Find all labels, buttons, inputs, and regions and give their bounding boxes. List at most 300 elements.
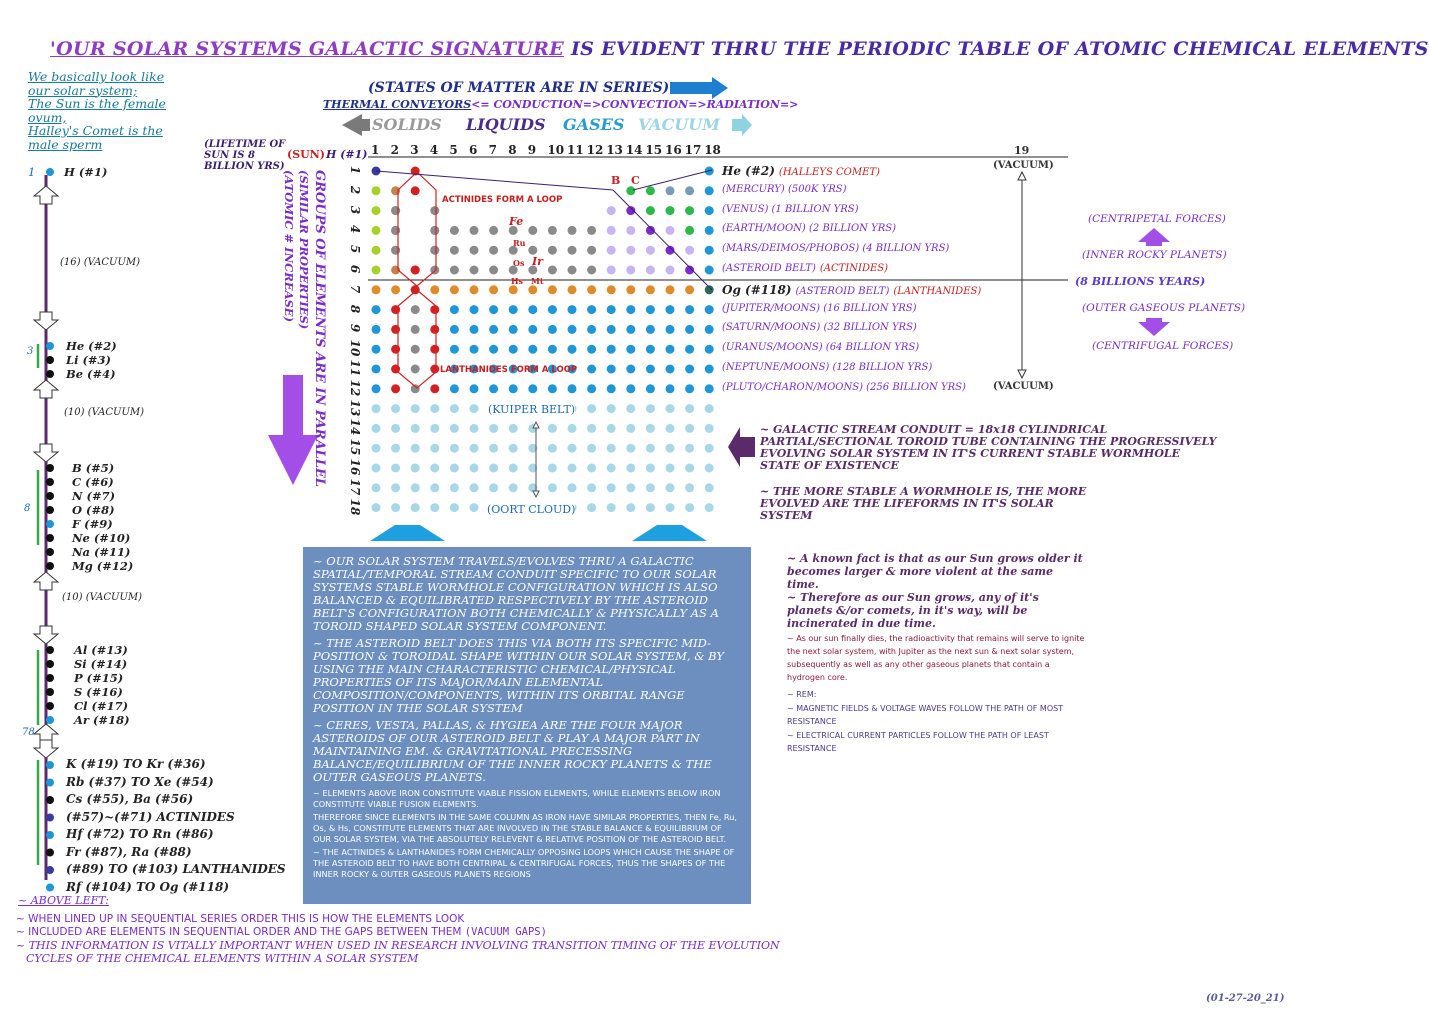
element-dot (666, 404, 675, 413)
element-dot (372, 186, 381, 195)
element-dot (626, 266, 635, 275)
element-dot (411, 424, 420, 433)
bottom-note-3: ~ THIS INFORMATION IS VITALLY IMPORTANT WHEN USED IN RESEARCH INVOLVING TRANSITION TIMING OF THE EVOLUTION (16, 939, 780, 952)
element-dot (548, 444, 557, 453)
liquids-label: LIQUIDS (466, 115, 546, 134)
element-dot (626, 444, 635, 453)
loop-dot (430, 206, 439, 215)
element-dot (626, 285, 635, 294)
column-header: 5 (449, 143, 458, 157)
element-dot (528, 226, 537, 235)
row-header: 3 (348, 205, 362, 214)
element-dot (607, 365, 616, 374)
element-dot (450, 305, 459, 314)
element-dot (685, 206, 694, 215)
element-dot (568, 325, 577, 334)
column-header: 8 (508, 143, 517, 157)
element-dot (372, 483, 381, 492)
element-dot (685, 186, 694, 195)
element-dot (411, 483, 420, 492)
states-label: (STATES OF MATTER ARE IN SERIES) (368, 80, 670, 96)
element-dot (666, 345, 675, 354)
left-dot (46, 688, 54, 696)
element-dot (646, 483, 655, 492)
element-dot (372, 503, 381, 512)
similar-vertical-label: (SIMILAR PROPERTIES) (297, 170, 311, 330)
element-dot (372, 404, 381, 413)
loop-dot (430, 246, 439, 255)
element-dot (391, 325, 400, 334)
element-dot (470, 226, 479, 235)
element-dot (666, 384, 675, 393)
element-dot (450, 226, 459, 235)
loop-dot (391, 246, 400, 255)
element-dot (450, 503, 459, 512)
left-dot (46, 761, 54, 769)
element-dot (509, 325, 518, 334)
element-dot (607, 305, 616, 314)
element-dot (372, 325, 381, 334)
element-dot (470, 444, 479, 453)
element-dot (607, 384, 616, 393)
column-header: 4 (429, 143, 439, 157)
actinides-loop-label: ACTINIDES FORM A LOOP (442, 195, 563, 205)
element-dot (528, 345, 537, 354)
element-dot (626, 365, 635, 374)
column-header: 10 (547, 143, 565, 157)
element-dot (430, 345, 439, 354)
left-element-label: 1 (28, 165, 36, 179)
element-dot (705, 226, 714, 235)
fe-label: Fe (509, 215, 524, 228)
element-dot (489, 305, 498, 314)
element-dot (666, 305, 675, 314)
left-element-label: Cl (#17) (74, 699, 129, 713)
lifetime-label: (LIFETIME OF SUN IS 8 BILLION YRS) (204, 139, 286, 172)
left-dot (46, 464, 54, 472)
left-dot (46, 831, 54, 839)
planet-row: (EARTH/MOON) (2 BILLION YRS) (722, 223, 896, 235)
atomic-vertical-label: (ATOMIC # INCREASE) (282, 170, 296, 323)
element-dot (372, 384, 381, 393)
column-header: 15 (645, 143, 663, 157)
left-dot (46, 520, 54, 528)
left-element-label: O (#8) (72, 503, 115, 517)
element-dot (430, 384, 439, 393)
left-dot (46, 168, 54, 176)
element-dot (646, 365, 655, 374)
left-element-label: Rf (#104) TO Og (#118) (66, 879, 229, 894)
left-element-label: S (#16) (74, 685, 123, 699)
element-dot (705, 206, 714, 215)
left-dot (46, 478, 54, 486)
element-dot (646, 503, 655, 512)
h1-label: H (#1) (326, 148, 368, 161)
left-dot (46, 356, 54, 364)
element-dot (607, 424, 616, 433)
element-dot (705, 464, 714, 473)
left-element-label: Cs (#55), Ba (#56) (66, 792, 194, 806)
element-dot (568, 285, 577, 294)
left-element-label: (#89) TO (#103) LANTHANIDES (66, 862, 286, 876)
element-dot (626, 186, 635, 195)
right-note-1: ~ A known fact is that as our Sun grows older it becomes larger & more violent at the same time. (787, 552, 1083, 591)
element-dot (450, 483, 459, 492)
element-dot (607, 444, 616, 453)
element-dot (626, 305, 635, 314)
element-dot (470, 404, 479, 413)
row-header: 18 (348, 498, 362, 515)
vacuum-label: VACUUM (638, 115, 720, 134)
element-dot (372, 365, 381, 374)
element-dot (548, 345, 557, 354)
element-dot (587, 444, 596, 453)
left-dot (46, 506, 54, 514)
column-header: 2 (390, 143, 399, 157)
element-dot (489, 444, 498, 453)
element-dot (391, 404, 400, 413)
element-dot (450, 246, 459, 255)
element-dot (509, 483, 518, 492)
element-dot (666, 424, 675, 433)
left-dot (46, 674, 54, 682)
row-header: 6 (348, 264, 362, 274)
left-element-label: Rb (#37) TO Xe (#54) (66, 774, 214, 789)
planet-row: (SATURN/MOONS) (32 BILLION YRS) (722, 322, 917, 334)
element-dot (646, 384, 655, 393)
column-header: 11 (567, 143, 584, 157)
element-dot (607, 483, 616, 492)
element-dot (470, 483, 479, 492)
thermal-label: THERMAL CONVEYORS<= CONDUCTION=>CONVECTION=>RADIATION=> (323, 98, 799, 111)
element-dot (646, 186, 655, 195)
element-dot (372, 305, 381, 314)
groups-vertical-label: GROUPS OF ELEMENTS ARE IN PARALLEL (312, 170, 327, 488)
loop-dot (430, 226, 439, 235)
element-dot (391, 444, 400, 453)
left-dot (46, 562, 54, 570)
box-paragraph-5: THEREFORE SINCE ELEMENTS IN THE SAME COLUMN AS IRON HAVE SIMILAR PROPERTIES, THEN Fe, Ru, Os, & Hs, CONSTITUTE ELEMENTS THAT ARE INVOLVED IN THE STABLE BALANCE & EQUILIBRIUM OF OUR SOLAR SYSTEM, VIA THE ABSOLUTELY RELEVENT & RELATIVE POSITION OF THE ASTEROID BELT. (313, 812, 738, 844)
planet-row: He (#2) (HALLEYS COMET) (722, 164, 880, 178)
col-19-label: 19 (1014, 144, 1030, 157)
element-dot (391, 186, 400, 195)
element-dot (391, 424, 400, 433)
element-dot (587, 246, 596, 255)
box-paragraph-3: ~ CERES, VESTA, PALLAS, & HYGIEA ARE THE FOUR MAJOR ASTEROIDS OF OUR ASTEROID BELT & PLAY A MAJOR PART IN MAINTAINING EM. & GRAVITATIONAL PRECESSING BALANCE/EQUILIBRIUM OF THE INNER ROCKY PLANETS & THE OUTER GASEOUS PLANETS. (313, 718, 712, 784)
loop-dot (411, 285, 420, 294)
element-dot (568, 345, 577, 354)
element-dot (430, 424, 439, 433)
element-dot (372, 266, 381, 275)
row-header: 7 (348, 284, 362, 293)
column-header: 17 (684, 143, 702, 157)
eight-billion-label: (8 BILLIONS YEARS) (1075, 275, 1206, 288)
element-dot (568, 483, 577, 492)
inner-planets-label: (INNER ROCKY PLANETS) (1082, 249, 1227, 261)
element-dot (411, 444, 420, 453)
left-element-label: H (#1) (64, 165, 108, 179)
element-dot (587, 345, 596, 354)
left-dot (46, 342, 54, 350)
left-element-label: (10) (VACUUM) (62, 592, 143, 603)
left-intro-note: We basically look like our solar system; The Sun is the female ovum, Halley's Comet is the male sperm (28, 69, 166, 152)
gap-arrow-icon (34, 724, 58, 742)
row-header: 11 (348, 359, 362, 377)
element-dot (607, 266, 616, 275)
element-dot (509, 384, 518, 393)
column-header: 18 (704, 143, 721, 157)
left-arrow-icon (728, 427, 755, 467)
left-element-label: Ne (#10) (72, 531, 131, 545)
element-dot (470, 325, 479, 334)
element-dot (430, 464, 439, 473)
element-dot (568, 384, 577, 393)
element-dot (646, 424, 655, 433)
element-dot (666, 226, 675, 235)
element-dot (391, 305, 400, 314)
element-dot (646, 246, 655, 255)
planet-row: (ASTEROID BELT) (ACTINIDES) (722, 263, 889, 274)
row-header: 5 (348, 245, 362, 254)
element-dot (372, 206, 381, 215)
element-dot (705, 365, 714, 374)
element-dot (568, 424, 577, 433)
element-dot (666, 503, 675, 512)
left-dot (46, 548, 54, 556)
left-element-label: Hf (#72) TO Rn (#86) (66, 827, 214, 841)
planet-row: (NEPTUNE/MOONS) (128 BILLION YRS) (722, 362, 933, 373)
left-dot (46, 884, 54, 892)
sun-label: (SUN) (287, 148, 326, 161)
planet-row: (VENUS) (1 BILLION YRS) (722, 203, 859, 215)
left-element-label: C (#6) (72, 475, 114, 489)
column-header: 9 (527, 143, 537, 157)
left-dot (46, 849, 54, 857)
element-dot (646, 325, 655, 334)
element-dot (470, 345, 479, 354)
element-dot (626, 404, 635, 413)
element-dot (489, 266, 498, 275)
element-dot (509, 305, 518, 314)
element-dot (587, 365, 596, 374)
box-paragraph-1: ~ OUR SOLAR SYSTEM TRAVELS/EVOLVES THRU A GALACTIC SPATIAL/TEMPORAL STREAM CONDUIT SPECIFIC TO OUR SOLAR SYSTEMS STABLE WORMHOLE CONFIGURATION WHICH IS ALSO BALANCED & EQUILIBRATED RESPECTIVELY BY THE ASTEROID BELT'S CONFIGURATION BOTH CHEMICALLY & PHYSICALLY AS A TOROID SHAPED SOLAR SYSTEM COMPONENT. (313, 554, 719, 633)
element-dot (372, 464, 381, 473)
element-dot (372, 424, 381, 433)
planet-row: (JUPITER/MOONS) (16 BILLION YRS) (722, 302, 917, 314)
planet-row: Og (#118) (ASTEROID BELT) (LANTHANIDES) (722, 282, 982, 297)
above-left-label: ~ ABOVE LEFT: (18, 894, 109, 907)
element-dot (470, 464, 479, 473)
right-cyan-arrow-icon (732, 114, 752, 136)
element-dot (548, 384, 557, 393)
left-element-label: He (#2) (66, 339, 117, 353)
element-dot (705, 325, 714, 334)
row-header: 12 (348, 379, 362, 397)
element-dot (705, 503, 714, 512)
left-element-label: P (#15) (74, 671, 124, 685)
element-dot (685, 483, 694, 492)
element-dot (587, 266, 596, 275)
element-dot (568, 266, 577, 275)
element-dot (587, 384, 596, 393)
b-label: B (611, 174, 621, 187)
element-dot (705, 305, 714, 314)
row-header: 4 (348, 225, 362, 234)
element-dot (587, 285, 596, 294)
element-dot (568, 464, 577, 473)
down-arrow-icon (268, 375, 318, 485)
element-dot (705, 345, 714, 354)
ru-label: Ru (513, 238, 526, 248)
centrifugal-arrow-icon (1138, 318, 1170, 336)
gap-arrow-icon (34, 380, 58, 398)
kuiper-label: (KUIPER BELT) (488, 403, 576, 416)
element-dot (430, 444, 439, 453)
left-element-label: Mg (#12) (72, 559, 134, 573)
element-dot (705, 246, 714, 255)
conduit-note: ~ GALACTIC STREAM CONDUIT = 18x18 CYLINDRICAL PARTIAL/SECTIONAL TOROID TUBE CONTAINING THE PROGRESSIVELY EVOLVING SOLAR SYSTEM IN IT'S CURRENT STABLE WORMHOLE STATE OF EXISTENCE (760, 423, 1217, 472)
element-dot (607, 404, 616, 413)
centripetal-label: (CENTRIPETAL FORCES) (1088, 213, 1226, 225)
element-dot (489, 464, 498, 473)
column-header: 14 (625, 143, 643, 157)
element-dot (509, 464, 518, 473)
element-dot (646, 285, 655, 294)
left-element-label: Fr (#87), Ra (#88) (66, 844, 192, 859)
element-dot (489, 424, 498, 433)
element-dot (685, 325, 694, 334)
element-dot (391, 503, 400, 512)
element-dot (705, 384, 714, 393)
left-dot (46, 646, 54, 654)
element-dot (548, 424, 557, 433)
left-element-label: Si (#14) (74, 657, 128, 671)
element-dot (450, 345, 459, 354)
element-dot (548, 246, 557, 255)
element-dot (685, 404, 694, 413)
element-dot (528, 246, 537, 255)
element-dot (705, 483, 714, 492)
left-element-label: (16) (VACUUM) (60, 257, 141, 268)
up-arrow-right-icon (632, 525, 707, 541)
left-element-label: 3 (27, 346, 34, 357)
element-dot (685, 424, 694, 433)
mt-label: Mt (531, 276, 544, 286)
solids-label: SOLIDS (372, 115, 442, 134)
element-dot (391, 345, 400, 354)
element-dot (450, 266, 459, 275)
element-dot (568, 305, 577, 314)
element-dot (587, 483, 596, 492)
right-note-6: ~ ELECTRICAL CURRENT PARTICLES FOLLOW THE PATH OF LEAST RESISTANCE (787, 731, 1049, 753)
left-dot (46, 814, 54, 822)
column-header: 1 (371, 143, 380, 157)
element-dot (470, 285, 479, 294)
element-dot (509, 345, 518, 354)
left-dot (46, 779, 54, 787)
element-dot (372, 444, 381, 453)
gap-arrow-icon (34, 312, 58, 330)
left-element-label: Na (#11) (72, 545, 131, 559)
element-dot (509, 285, 518, 294)
element-dot (666, 285, 675, 294)
element-dot (548, 464, 557, 473)
element-dot (450, 285, 459, 294)
gap-arrow-icon (34, 444, 58, 462)
right-note-5: ~ MAGNETIC FIELDS & VOLTAGE WAVES FOLLOW THE PATH OF MOST RESISTANCE (787, 704, 1064, 726)
element-dot (470, 266, 479, 275)
hs-label: Hs (511, 276, 524, 286)
element-dot (509, 444, 518, 453)
element-dot (646, 345, 655, 354)
planet-row: (MERCURY) (500K YRS) (722, 183, 847, 195)
element-dot (372, 345, 381, 354)
element-dot (430, 325, 439, 334)
element-dot (626, 384, 635, 393)
left-dot (46, 866, 54, 874)
element-dot (666, 483, 675, 492)
page-title: 'OUR SOLAR SYSTEMS GALACTIC SIGNATURE IS EVIDENT THRU THE PERIODIC TABLE OF ATOMIC CHEMICAL ELEMENTS (50, 38, 1429, 60)
column-header: 6 (469, 143, 478, 157)
column-header: 16 (665, 143, 682, 157)
element-dot (430, 365, 439, 374)
element-dot (450, 424, 459, 433)
element-dot (411, 404, 420, 413)
element-dot (528, 285, 537, 294)
row-header: 8 (348, 304, 362, 313)
left-element-label: Al (#13) (74, 643, 128, 657)
element-dot (685, 464, 694, 473)
element-dot (470, 503, 479, 512)
date-stamp: (01-27-20_21) (1206, 993, 1285, 1004)
element-dot (685, 246, 694, 255)
left-element-label: Li (#3) (66, 353, 111, 367)
wormhole-note: ~ THE MORE STABLE A WORMHOLE IS, THE MORE EVOLVED ARE THE LIFEFORMS IN IT'S SOLAR SYSTEM (760, 485, 1087, 522)
bottom-note-4: CYCLES OF THE CHEMICAL ELEMENTS WITHIN A SOLAR SYSTEM (26, 952, 419, 965)
row-header: 1 (348, 165, 362, 175)
left-dot (46, 492, 54, 500)
lanthanides-loop-label: LANTHANIDES FORM A LOOP (440, 365, 578, 375)
element-dot (646, 404, 655, 413)
element-dot (470, 246, 479, 255)
element-dot (666, 464, 675, 473)
row-header: 14 (348, 419, 362, 436)
element-dot (568, 444, 577, 453)
element-dot (411, 384, 420, 393)
element-dot (587, 503, 596, 512)
element-dot (607, 464, 616, 473)
element-dot (430, 285, 439, 294)
vacuum-bottom: (VACUUM) (993, 381, 1054, 392)
element-dot (646, 206, 655, 215)
element-dot (391, 285, 400, 294)
element-dot (568, 246, 577, 255)
element-dot (626, 483, 635, 492)
column-header: 3 (410, 143, 419, 157)
element-dot (411, 464, 420, 473)
element-dot (548, 483, 557, 492)
element-dot (685, 226, 694, 235)
left-dot (46, 534, 54, 542)
os-label: Os (513, 258, 525, 268)
element-dot (411, 305, 420, 314)
element-dot (666, 206, 675, 215)
element-dot (587, 404, 596, 413)
right-notes (787, 552, 1087, 755)
element-dot (489, 226, 498, 235)
planet-row: (PLUTO/CHARON/MOONS) (256 BILLION YRS) (722, 381, 966, 393)
element-dot (646, 305, 655, 314)
